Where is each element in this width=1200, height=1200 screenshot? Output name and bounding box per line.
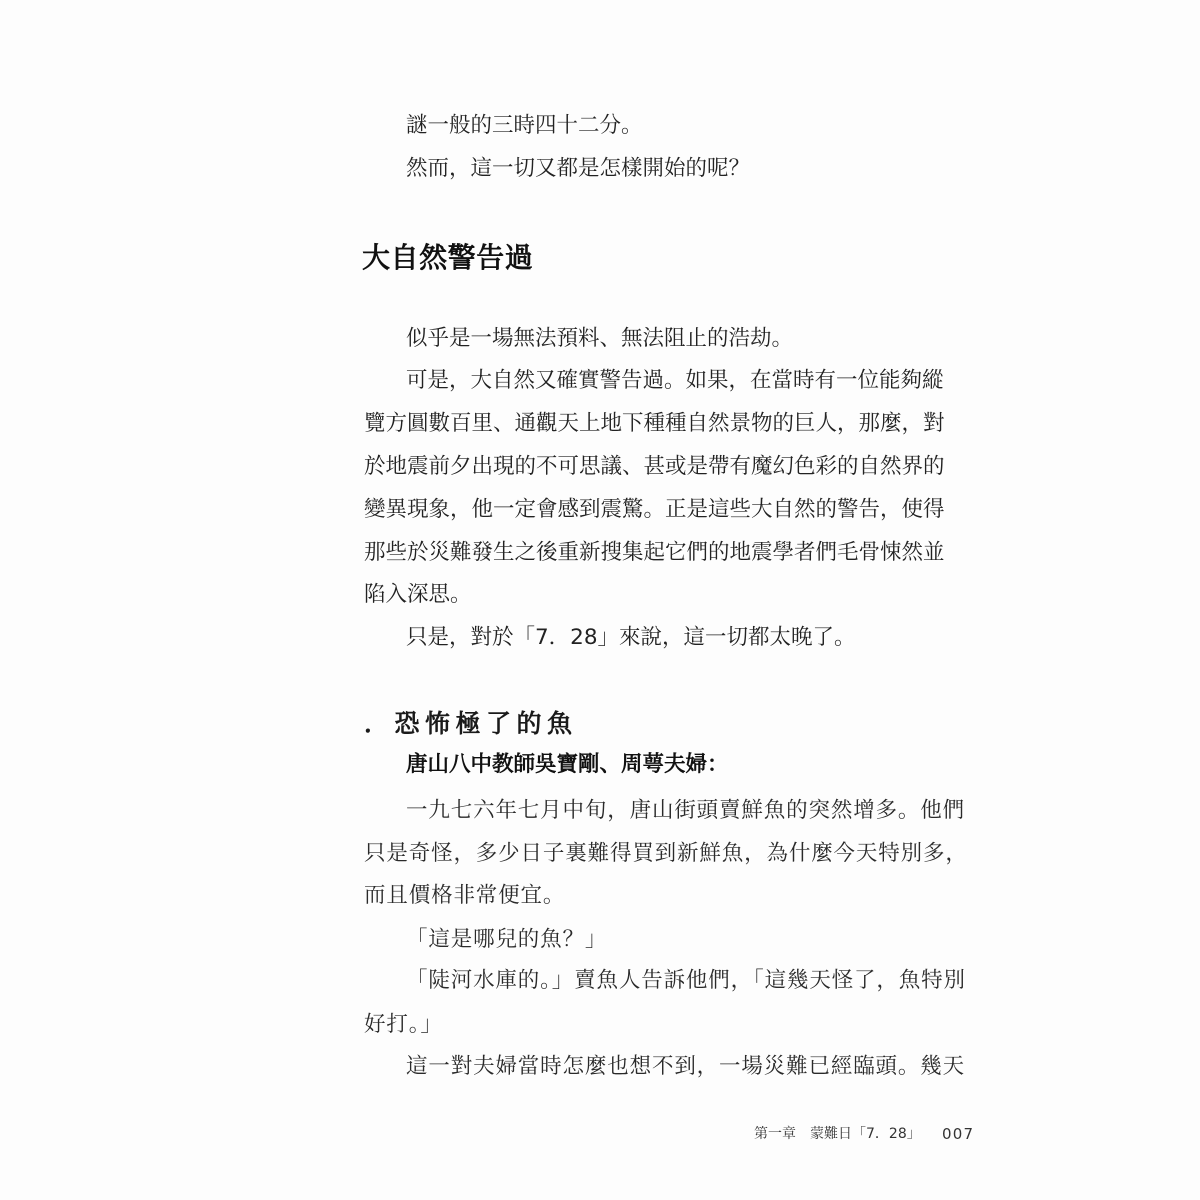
testimony-paragraph-1-line-1: 一九七六年七月中旬，唐山街頭賣鮮魚的突然增多。他們 <box>406 798 966 823</box>
testimony-paragraph-1-line-3: 而且價格非常便宜。 <box>364 883 566 908</box>
section-paragraph-2-line-1: 可是，大自然又確實警告過。如果，在當時有一位能夠縱 <box>406 368 944 393</box>
section-paragraph-2-line-2: 覽方圓數百里、通觀天上地下種種自然景物的巨人，那麼，對 <box>364 411 945 436</box>
section-paragraph-2-line-6: 陷入深思。 <box>364 582 472 607</box>
intro-line-2: 然而，這一切又都是怎樣開始的呢？ <box>406 156 751 181</box>
running-footer-chapter: 第一章 蒙難日「7．28」 <box>754 1126 921 1142</box>
section-title: 大自然警告過 <box>362 241 534 274</box>
testimony-paragraph-4: 這一對夫婦當時怎麼也想不到，一場災難已經臨頭。幾天 <box>406 1054 966 1079</box>
section-paragraph-1: 似乎是一場無法預料、無法阻止的浩劫。 <box>406 326 794 351</box>
testimony-paragraph-3-line-1: 「陡河水庫的。」賣魚人告訴他們，「這幾天怪了，魚特別 <box>406 968 966 993</box>
speaker-label: 唐山八中教師吳寶剛、周萼夫婦： <box>406 752 729 777</box>
testimony-paragraph-1-line-2: 只是奇怪，多少日子裏難得買到新鮮魚，為什麼今天特別多， <box>364 841 968 866</box>
section-paragraph-2-line-5: 那些於災難發生之後重新搜集起它們的地震學者們毛骨悚然並 <box>364 540 945 565</box>
section-paragraph-3: 只是，對於「7．28」來說，這一切都太晚了。 <box>406 625 856 650</box>
section-paragraph-2-line-3: 於地震前夕出現的不可思議、甚或是帶有魔幻色彩的自然界的 <box>364 454 945 479</box>
page-number: 007 <box>942 1125 975 1143</box>
testimony-paragraph-2: 「這是哪兒的魚？」 <box>406 927 608 952</box>
subsection-title: ．恐怖極了的魚 <box>364 709 578 738</box>
section-paragraph-2-line-4: 變異現象，他一定會感到震驚。正是這些大自然的警告，使得 <box>364 497 945 522</box>
testimony-paragraph-3-line-2: 好打。」 <box>364 1012 443 1037</box>
intro-line-1: 謎一般的三時四十二分。 <box>406 113 643 138</box>
